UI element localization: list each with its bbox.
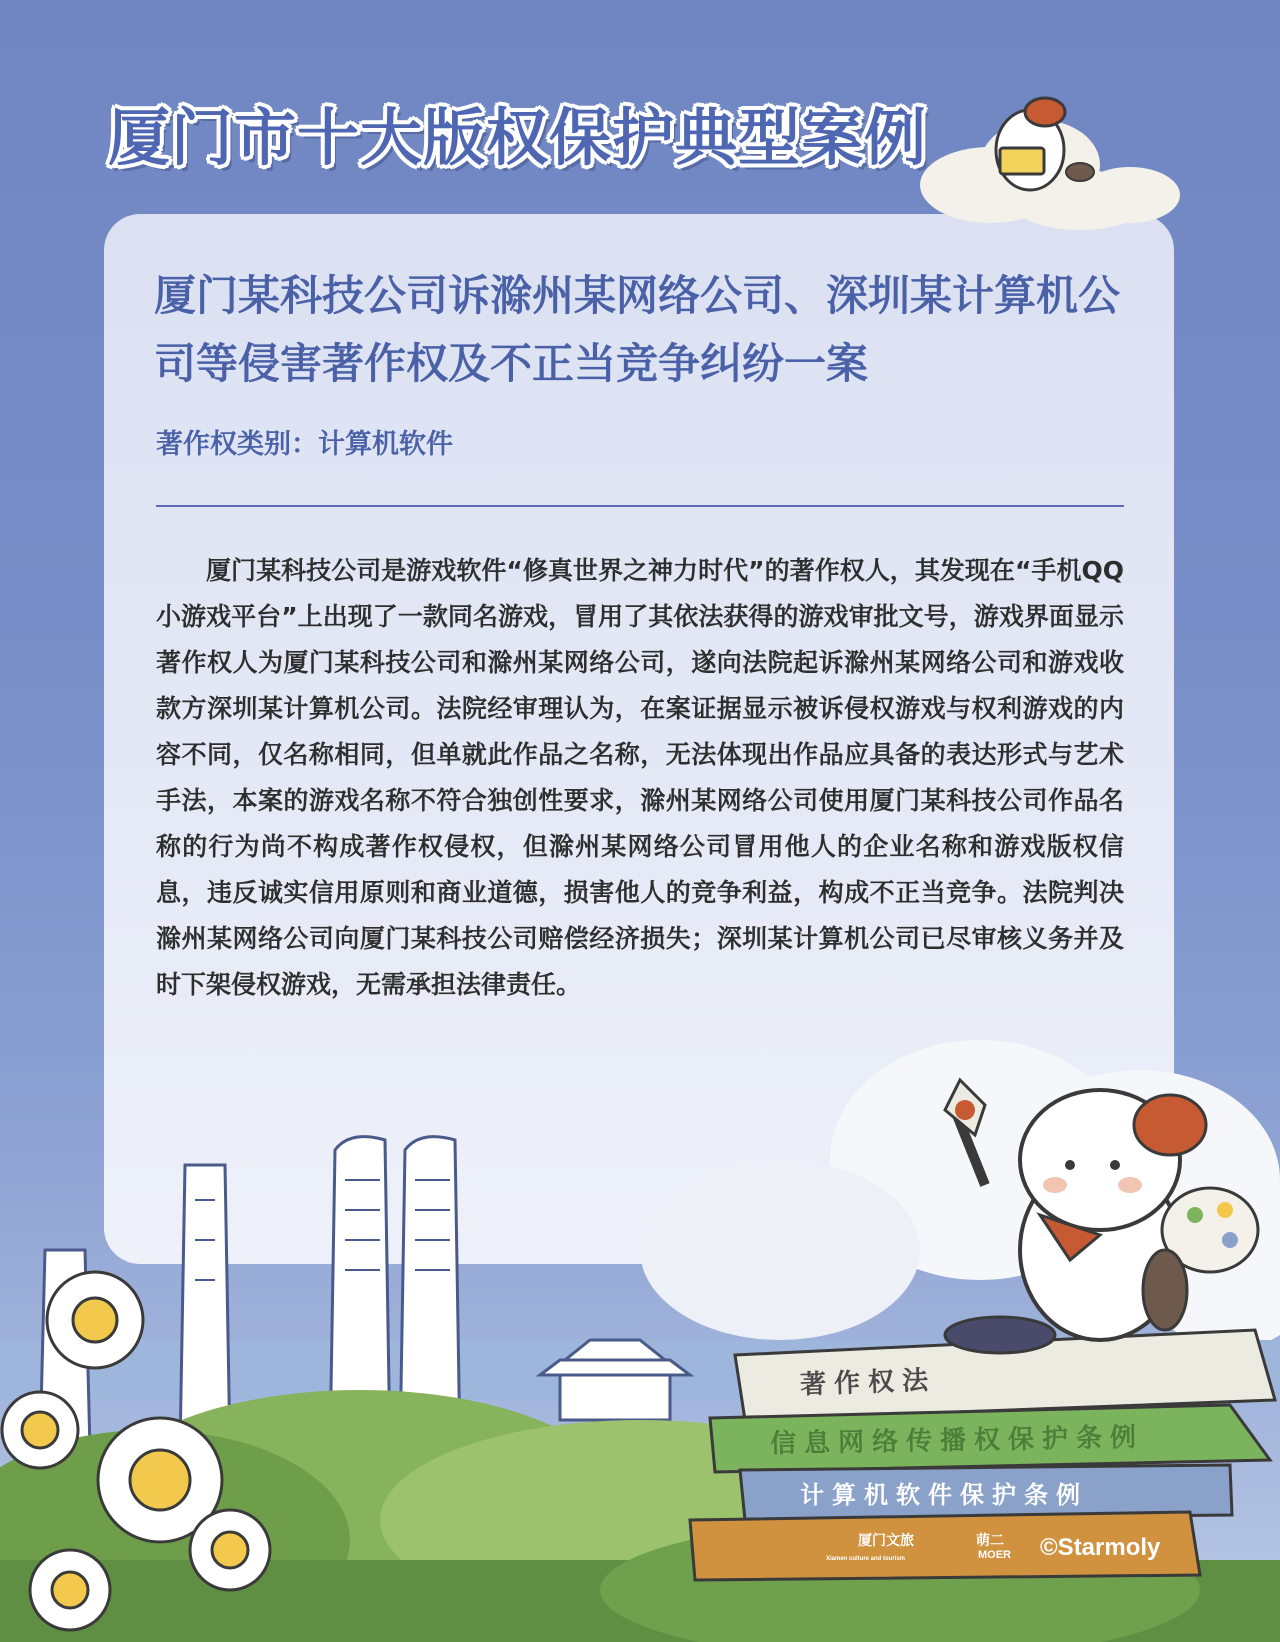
moer-logo-subtext: MOER	[978, 1549, 1011, 1561]
page-header-title: 厦门市十大版权保护典型案例	[108, 101, 928, 174]
book-label-copyright-law: 著作权法	[799, 1365, 937, 1401]
case-description: 厦门某科技公司是游戏软件“修真世界之神力时代”的著作权人，其发现在“手机QQ小游戏平台”上出现了一款同名游戏，冒用了其依法获得的游戏审批文号，游戏界面显示著作权人为厦门某科技公司和滁州某网络公司，遂向法院起诉滁州某网络公司和游戏收款方深圳某计算机公司。法院经审理认为，在案证据显示被诉侵权游戏与权利游戏的内容不同，仅名称相同，但单就此作品之名称，无法体现出作品应具备的表达形式与艺术手法，本案的游戏名称不符合独创性要求，滁州某网络公司使用厦门某科技公司作品名称的行为尚不构成著作权侵权，但滁州某网络公司冒用他人的企业名称和游戏版权信息，违反诚实信用原则和商业道德，损害他人的竞争利益，构成不正当竞争。法院判决滁州某网络公司向厦门某科技公司赔偿经济损失；深圳某计算机公司已尽审核义务并及时下架侵权游戏，无需承担法律责任。	[156, 556, 1124, 999]
moer-logo-text: 萌二	[976, 1532, 1004, 1548]
xiamen-logo-text: 厦门文旅	[858, 1532, 914, 1548]
book-label-network-regulation: 信息网络传播权保护条例	[769, 1422, 1145, 1460]
case-title: 厦门某科技公司诉滁州某网络公司、深圳某计算机公司等侵害著作权及不正当竞争纠纷一案	[154, 271, 1121, 388]
copyright-category: 著作权类别：计算机软件	[156, 429, 453, 460]
xiamen-logo-subtext: Xiamen culture and tourism	[826, 1556, 906, 1562]
starmoly-logo: ©Starmoly	[1040, 1534, 1161, 1561]
book-label-software-regulation: 计算机软件保护条例	[800, 1481, 1088, 1509]
